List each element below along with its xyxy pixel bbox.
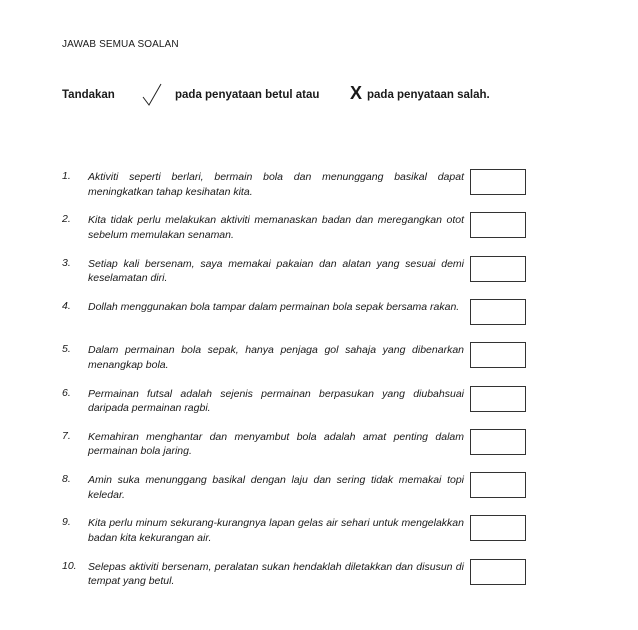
question-text: Dollah menggunakan bola tampar dalam permainan bola sepak bersama rakan. (88, 300, 460, 313)
question-text: Kita perlu minum sekurang-kurangnya lapan gelas air sehari untuk mengelakkan badan kita kekurangan air. (88, 517, 464, 544)
answer-box[interactable] (470, 256, 526, 282)
question-text: Kita tidak perlu melakukan aktiviti memanaskan badan dan meregangkan otot sebelum memulakan senaman. (88, 214, 464, 241)
question-number: 7. (62, 429, 71, 442)
question-number: 4. (62, 299, 71, 312)
question-number: 2. (62, 213, 71, 226)
question-item (62, 257, 534, 289)
question-number: 9. (62, 516, 71, 529)
question-item (62, 343, 534, 375)
question-item (62, 170, 534, 202)
question-text: Aktiviti seperti berlari, bermain bola dan menunggang basikal dapat meningkatkan tahap kesihatan kita. (88, 171, 464, 198)
question-item (62, 516, 534, 548)
cross-icon: X (350, 83, 363, 103)
answer-box[interactable] (470, 169, 526, 195)
instruction-line (62, 83, 542, 107)
question-text: Permainan futsal adalah sejenis permainan berpasukan yang diubahsuai daripada permainan ragbi. (88, 387, 464, 414)
question-number: 8. (62, 473, 71, 486)
question-item (62, 300, 534, 332)
question-item (62, 560, 534, 592)
question-text: Kemahiran menghantar dan menyambut bola adalah amat penting dalam permainan bola jaring. (88, 430, 464, 458)
answer-box[interactable] (470, 429, 526, 455)
answer-box[interactable] (470, 212, 526, 238)
question-text: Dalam permainan bola sepak, hanya penjaga gol sahaja yang dibenarkan menangkap bola. (88, 344, 464, 371)
tick-icon (141, 83, 163, 107)
question-item (62, 430, 534, 462)
question-item (62, 213, 534, 245)
question-text: Amin suka menunggang basikal dengan laju dan sering tidak memakai topi keledar. (88, 474, 464, 501)
instruction-text-1: Tandakan (62, 89, 115, 101)
question-number: 10. (62, 559, 77, 572)
question-number: 5. (62, 343, 71, 356)
question-item (62, 473, 534, 505)
question-number: 1. (62, 170, 71, 182)
question-number: 3. (62, 256, 71, 269)
instruction-text-3: pada penyataan salah. (367, 89, 490, 101)
answer-box[interactable] (470, 342, 526, 368)
question-text: Setiap kali bersenam, saya memakai pakaian dan alatan yang sesuai demi keselamatan diri. (88, 257, 464, 285)
page-heading: JAWAB SEMUA SOALAN (62, 39, 179, 50)
question-text: Selepas aktiviti bersenam, peralatan sukan hendaklah diletakkan dan disusun di tempat yang betul. (88, 560, 464, 588)
answer-box[interactable] (470, 386, 526, 412)
instruction-text-2: pada penyataan betul atau (175, 89, 320, 101)
answer-box[interactable] (470, 299, 526, 325)
answer-box[interactable] (470, 515, 526, 541)
answer-box[interactable] (470, 559, 526, 585)
question-item (62, 387, 534, 419)
answer-box[interactable] (470, 472, 526, 498)
question-number: 6. (62, 386, 71, 399)
